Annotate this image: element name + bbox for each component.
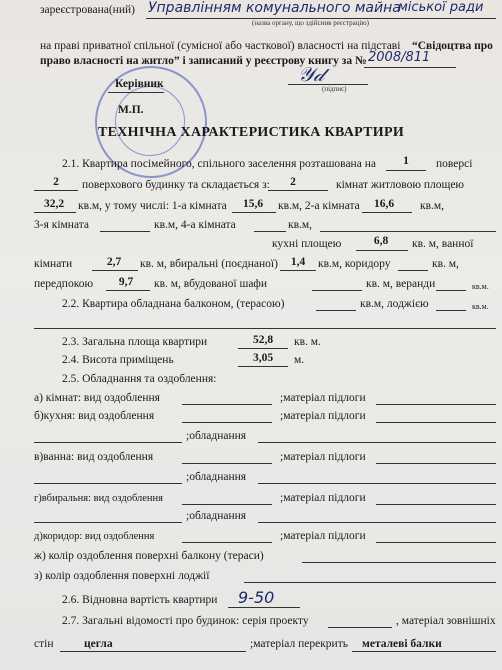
height-line [238,366,288,367]
s21-e: кв.м, у тому числі: 1-а кімната [78,200,227,212]
veranda-line [436,290,466,291]
row-wc-eq-line-b [258,522,496,523]
row-kitchen-eq: ;обладнання [186,430,247,442]
wardrobe-line [312,290,362,291]
bath-value: 2,7 [106,256,122,268]
s21-q: кв.м. [472,282,489,291]
floors-line [352,651,496,652]
signature-note: (підпис) [322,85,347,93]
s21-h: кв.м, 4-а кімната [154,219,236,231]
wc-line [280,270,316,271]
balcony-color: ж) колір оздоблення поверхні балкону (тераси) [34,550,264,562]
row-corridor-floor: ;матеріал підлоги [280,530,366,542]
s21-p: кв. м, веранди [366,278,436,290]
registered-handwriting-2: міської ради [398,0,484,15]
row-bath-eq: ;обладнання [186,471,247,483]
restoration-label: 2.6. Відновна вартість квартири [62,594,218,606]
registered-label: зареєстрована(ний) [40,4,135,16]
s27-a: 2.7. Загальні відомості про будинок: серія проекту [62,615,309,627]
row-bath-floor-line [376,463,496,464]
page-title: ТЕХНІЧНА ХАРАКТЕРИСТИКА КВАРТИРИ [97,125,405,140]
registered-handwriting: Управлінням комунального майна [148,0,401,16]
row-wc-floor: ;матеріал підлоги [280,492,366,504]
kitchen-label: кухні площею [272,238,342,250]
row-rooms-line [182,404,272,405]
balcony-color-line [302,562,496,563]
living-area-value: 32,2 [43,198,65,210]
rights-line-1: на праві приватної спільної (сумісної або часткової) власності на підставі [40,40,401,52]
row-bath-eq-line-b [258,483,496,484]
walls-line [60,651,246,652]
equipment-label: 2.5. Обладнання та оздоблення: [62,373,217,385]
height-label: 2.4. Висота приміщень [62,354,174,366]
row-bath-floor: ;матеріал підлоги [280,451,366,463]
head-label: Керівник [115,78,164,90]
storeys-line [34,190,78,191]
hall-line [106,290,150,291]
walls-value: цегла [84,638,113,650]
head-signature: 𝒴𝒹 [298,62,324,86]
room4-line [254,231,286,232]
kitchen-value: 6,8 [373,235,389,247]
hall-label: передпокою [34,278,94,290]
loggia-color-line [244,582,496,583]
s21-n: кв. м, [432,258,459,270]
kitchen-line [356,250,408,251]
row-kitchen-eq-line-a [34,442,182,443]
restoration-line [228,607,300,608]
row-bath: в)ванна: вид оздоблення [34,451,154,463]
s27-b: , матеріал зовнішніх [396,615,496,627]
s21-b: поверсі [436,158,473,170]
head-line [108,92,164,93]
room3-label: 3-я кімната [34,219,90,231]
row-wc: г)вбиральня: вид оздоблення [34,493,163,504]
s21-k: кімнати [34,258,73,270]
hall-corridor-line [398,270,428,271]
row-wc-line [182,504,272,505]
restoration-value: 9-50 [238,588,275,607]
row-corridor: д)коридор: вид оздоблення [34,531,155,542]
rooms-value: 2 [290,176,296,188]
s22-a: 2.2. Квартира обладнана балконом, (терасою) [62,298,285,310]
mp-label: М.П. [118,104,144,116]
row-rooms-floor: ;матеріал підлоги [280,392,366,404]
room3-line [100,231,150,232]
register-line [364,67,456,68]
hall-value: 9,7 [118,276,134,288]
row-kitchen-floor-line [376,422,496,423]
s21-g: кв.м, [420,200,445,212]
rights-quote: “Свідоцтва про [412,40,493,52]
s21-c: поверхового будинку та складається з: [82,179,270,191]
rights-line-2: право власності на житло” і записаний у реєстрову книгу за № [40,55,367,67]
total-area-label: 2.3. Загальна площа квартири [62,336,208,348]
s22-c: кв.м. [472,302,489,311]
total-area-unit: кв. м. [294,336,321,348]
height-unit: м. [294,354,305,366]
s22-full-line [34,328,496,329]
room2-value: 16,6 [373,198,395,210]
height-value: 3,05 [252,352,274,364]
room1-value: 15,6 [242,198,264,210]
loggia-line [436,310,466,311]
s21-d: кімнат житловою площею [336,179,465,191]
row-bath-eq-line-a [34,483,182,484]
s21-m: кв.м, коридору [318,258,391,270]
s21-o: кв. м, вбудованої шафи [154,278,268,290]
s21-f: кв.м, 2-а кімната [278,200,360,212]
row-kitchen: б)кухня: вид оздоблення [34,410,155,422]
row-wc-eq-line-a [34,522,182,523]
s21-j: кв. м, ванної [412,238,474,250]
row-rooms: а) кімнат: вид оздоблення [34,392,160,404]
row-kitchen-line [182,422,272,423]
floors-value: металеві балки [362,638,442,650]
floor-value: 1 [403,155,409,167]
walls-label: стін [34,638,54,650]
loggia-color: з) колір оздоблення поверхні лоджії [34,570,210,582]
s21-a: 2.1. Квартира посімейного, спільного заселення розташована на [62,158,376,170]
room2-line [362,212,412,213]
s21-i: кв.м, [288,219,313,231]
row-rooms-floor-line [376,404,496,405]
floors-label: ;матеріал перекрить [250,638,348,650]
room4-tail-line [320,231,496,232]
row-wc-floor-line [376,504,496,505]
s22-b: кв.м, лоджією [360,298,429,310]
row-corridor-line [182,542,272,543]
row-corridor-floor-line [376,542,496,543]
row-wc-eq: ;обладнання [186,510,247,522]
project-series-line [328,627,392,628]
storeys-value: 2 [53,176,59,188]
row-bath-line [182,463,272,464]
balcony-line [316,310,356,311]
total-area-line [238,348,288,349]
living-area-line [34,212,76,213]
row-kitchen-eq-line-b [258,442,496,443]
seal-stamp-inner [115,86,185,156]
floor-line [386,170,426,171]
wc-value: 1,4 [290,256,306,268]
register-number: 2008/811 [368,50,431,65]
bath-line [92,270,138,271]
total-area-value: 52,8 [252,334,274,346]
rooms-line [268,190,328,191]
s21-l: кв. м, вбиральні (поєднаної) [140,258,278,270]
organ-note: (назва органу, що здійснив реєстрацію) [252,19,369,27]
room1-line [232,212,276,213]
row-kitchen-floor: ;матеріал підлоги [280,410,366,422]
